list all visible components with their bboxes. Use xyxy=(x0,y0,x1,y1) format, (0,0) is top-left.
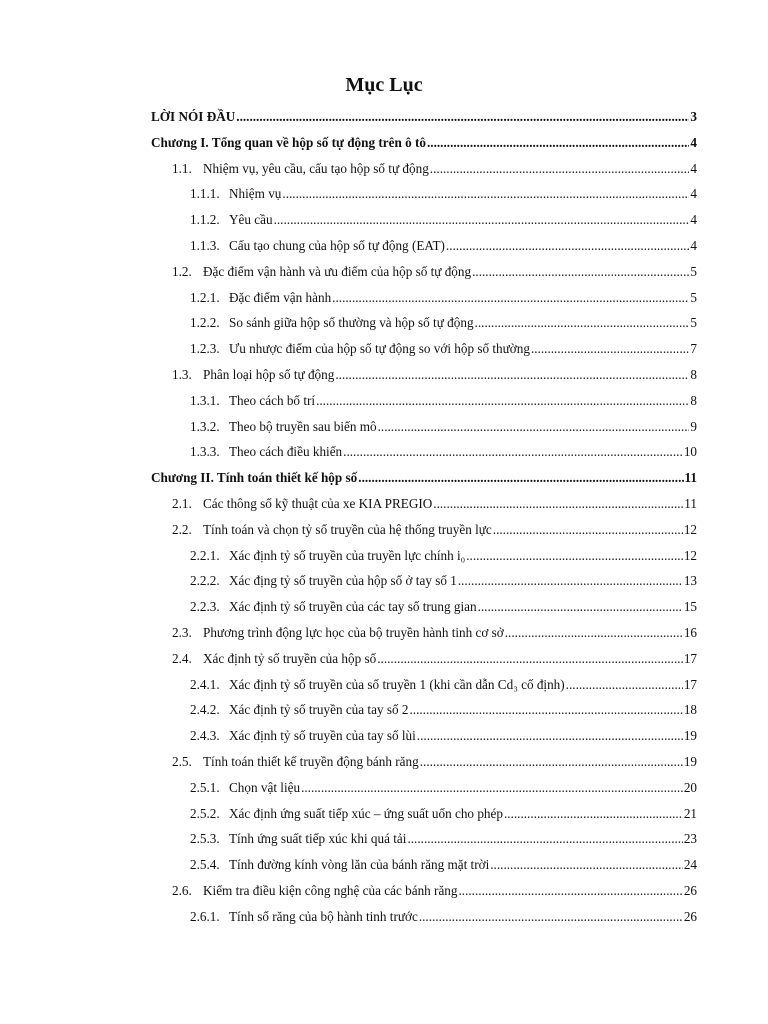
toc-dot-leader xyxy=(419,908,683,926)
toc-dot-leader xyxy=(446,237,690,255)
toc-entry-number: 2.4.1. xyxy=(190,676,220,692)
toc-entry-number: 1.1.2. xyxy=(190,212,220,228)
toc-entry-page: 20 xyxy=(683,779,697,795)
toc-entry-number: 2.2.1. xyxy=(190,547,220,563)
toc-dot-leader xyxy=(475,314,690,332)
toc-entry[interactable] xyxy=(190,701,697,719)
toc-dot-leader xyxy=(472,263,689,281)
toc-entry-number: 2.5.3. xyxy=(190,831,220,847)
toc-entry-page: 9 xyxy=(690,418,697,434)
toc-entry-page: 4 xyxy=(690,212,697,228)
toc-entry-text: Chương II. Tính toán thiết kế hộp số xyxy=(151,470,358,486)
toc-entry-text: Theo bộ truyền sau biến mô xyxy=(229,418,377,434)
toc-entry-page: 11 xyxy=(684,496,697,511)
toc-entry[interactable] xyxy=(151,108,697,126)
toc-entry-text: Tính ứng suất tiếp xúc khi quá tải xyxy=(229,831,407,847)
toc-entry-number: 1.2.3. xyxy=(190,341,220,357)
toc-entry-text: Xác định ứng suất tiếp xúc – ứng suất uốn cho phép xyxy=(229,805,503,821)
toc-entry-number: 1.3. xyxy=(172,367,192,382)
toc-dot-leader xyxy=(420,753,683,771)
toc-entry-page: 4 xyxy=(690,186,697,202)
toc-entry-page: 12 xyxy=(683,547,697,563)
toc-dot-leader xyxy=(466,547,683,565)
toc-dot-leader xyxy=(377,650,683,668)
toc-entry-text: Cấu tạo chung của hộp số tự động (EAT) xyxy=(229,238,445,253)
toc-dot-leader xyxy=(358,469,683,487)
toc-entry-text: Nhiệm vụ xyxy=(229,186,282,202)
toc-entry[interactable] xyxy=(190,676,697,694)
toc-entry-page: 5 xyxy=(690,289,697,305)
toc-entry-page: 8 xyxy=(690,367,697,382)
toc-entry-text: Tính đường kính vòng lăn của bánh răng mặt trời xyxy=(229,857,490,873)
toc-entry-number: 1.1. xyxy=(172,160,192,176)
toc-entry-page: 15 xyxy=(683,599,697,615)
toc-entry[interactable] xyxy=(190,237,697,255)
toc-entry-text: Nhiệm vụ, yêu cầu, cấu tạo hộp số tự động xyxy=(203,160,429,176)
toc-entry-text: So sánh giữa hộp số thường và hộp số tự động xyxy=(229,315,474,331)
toc-entry-number: 2.4. xyxy=(172,650,192,666)
toc-entry[interactable] xyxy=(190,340,697,358)
toc-dot-leader xyxy=(407,830,682,848)
toc-entry-page: 23 xyxy=(683,831,697,847)
toc-entry-page: 5 xyxy=(690,263,697,279)
toc-entry[interactable] xyxy=(190,572,697,590)
toc-dot-leader xyxy=(274,211,690,229)
toc-entry[interactable] xyxy=(172,263,697,281)
toc-entry-page: 4 xyxy=(690,160,697,176)
toc-dot-leader xyxy=(282,185,689,203)
toc-entry[interactable] xyxy=(190,598,697,616)
toc-entry-page: 17 xyxy=(683,676,697,692)
toc-entry-text: Theo cách bố trí xyxy=(229,392,316,408)
toc-entry-page: 10 xyxy=(683,444,697,460)
toc-entry-page: 7 xyxy=(690,341,697,357)
toc-entry-number: 2.3. xyxy=(172,625,192,640)
toc-entry-text: Xác định tỷ số truyền của hộp số xyxy=(203,650,377,666)
toc-entry-number: 2.6.1. xyxy=(190,908,220,924)
toc-entry[interactable] xyxy=(190,805,697,823)
toc-entry[interactable] xyxy=(190,779,697,797)
toc-entry[interactable] xyxy=(190,185,697,203)
toc-entry-text: LỜI NÓI ĐẦU xyxy=(151,109,236,124)
toc-entry-number: 1.3.2. xyxy=(190,418,220,434)
toc-entry-page: 21 xyxy=(683,805,697,821)
toc-entry-number: 2.5.1. xyxy=(190,779,220,795)
toc-entry[interactable] xyxy=(190,314,697,332)
toc-entry-number: 1.1.1. xyxy=(190,186,220,202)
toc-entry[interactable] xyxy=(172,650,697,668)
page-title: Mục Lục xyxy=(345,74,423,96)
toc-entry-text: Phương trình động lực học của bộ truyền hành tinh cơ sở xyxy=(203,625,504,640)
toc-entry-text: Xác địng tỷ số truyền của hộp số ở tay số 1 xyxy=(229,573,457,589)
toc-entry-number: 1.3.1. xyxy=(190,392,220,408)
toc-entry[interactable] xyxy=(190,392,697,410)
toc-entry-number: 2.6. xyxy=(172,883,192,898)
toc-dot-leader xyxy=(531,340,689,358)
toc-entry[interactable] xyxy=(172,366,697,384)
toc-entry-number: 2.5.4. xyxy=(190,857,220,873)
toc-dot-leader xyxy=(409,701,682,719)
toc-entry-text: Ưu nhược điểm của hộp số tự động so với hộp số thường xyxy=(229,341,530,357)
toc-entry-number: 1.3.3. xyxy=(190,444,220,460)
toc-entry-text: Xác định tỷ số truyền của các tay số trung gian xyxy=(229,599,477,615)
toc-entry-text: Xác định tỷ số truyền của tay số 2 xyxy=(229,702,409,718)
toc-entry-text: Chương I. Tổng quan về hộp số tự động trên ô tô xyxy=(151,134,426,150)
toc-entry-number: 2.2.3. xyxy=(190,599,220,615)
toc-entry[interactable] xyxy=(172,495,697,513)
toc-entry-text: Chọn vật liệu xyxy=(229,779,301,795)
toc-entry[interactable] xyxy=(190,289,697,307)
toc-entry-number: 1.2.2. xyxy=(190,315,220,331)
toc-entry-page: 13 xyxy=(683,573,697,589)
toc-dot-leader xyxy=(458,882,682,900)
toc-dot-leader xyxy=(504,805,683,823)
toc-dot-leader xyxy=(430,160,690,178)
toc-entry-text: Tính số răng của bộ hành tinh trước xyxy=(229,908,418,924)
toc-entry-text: Đặc điểm vận hành xyxy=(229,289,332,305)
toc-entry-text: Phân loại hộp số tự động xyxy=(203,367,335,382)
toc-dot-leader xyxy=(378,418,690,436)
toc-entry-page: 26 xyxy=(683,908,697,924)
toc-entry-text: Kiểm tra điều kiện công nghệ của các bánh răng xyxy=(203,883,458,898)
toc-entry[interactable] xyxy=(190,211,697,229)
toc-entry[interactable] xyxy=(172,160,697,178)
toc-entry[interactable] xyxy=(151,134,697,152)
toc-entry[interactable] xyxy=(190,418,697,436)
toc-entry-page: 16 xyxy=(683,625,697,640)
toc-dot-leader xyxy=(332,289,689,307)
toc-entry[interactable] xyxy=(172,753,697,771)
toc-dot-leader xyxy=(505,624,683,642)
toc-dot-leader xyxy=(458,572,683,590)
toc-entry-number: 2.4.3. xyxy=(190,728,220,744)
toc-entry-text: Yêu cầu xyxy=(229,212,273,228)
toc-entry-page: 24 xyxy=(683,857,697,873)
toc-entry[interactable] xyxy=(190,856,697,874)
toc-entry[interactable] xyxy=(172,521,697,539)
toc-entry-number: 2.1. xyxy=(172,496,192,511)
toc-entry-page: 18 xyxy=(683,702,697,718)
toc-entry-page: 19 xyxy=(683,754,697,769)
toc-entry[interactable] xyxy=(190,443,697,461)
toc-entry-page: 5 xyxy=(690,315,697,331)
toc-dot-leader xyxy=(335,366,689,384)
toc-entry-number: 1.1.3. xyxy=(190,238,220,253)
toc-entry-page: 4 xyxy=(690,238,697,253)
toc-entry-page: 8 xyxy=(690,392,697,408)
toc-dot-leader xyxy=(236,108,689,126)
toc-entry[interactable] xyxy=(190,727,697,745)
toc-entry-text: Tính toán thiết kế truyền động bánh răng xyxy=(203,754,419,769)
toc-dot-leader xyxy=(493,521,683,539)
toc-entry[interactable] xyxy=(172,624,697,642)
toc-entry-page: 26 xyxy=(683,883,697,898)
toc-entry-number: 2.4.2. xyxy=(190,702,220,718)
toc-entry-number: 2.2.2. xyxy=(190,573,220,589)
toc-dot-leader xyxy=(478,598,683,616)
toc-entry-text: Tính toán và chọn tỷ số truyền của hệ thống truyền lực xyxy=(203,521,492,537)
toc-entry[interactable] xyxy=(190,830,697,848)
toc-entry-number: 2.2. xyxy=(172,521,192,537)
toc-entry-text: Xác định tỷ số truyền của số truyền 1 (khi cần dẫn Cd₃ cố định) xyxy=(229,676,565,692)
toc-dot-leader xyxy=(433,495,683,513)
toc-entry-number: 2.5.2. xyxy=(190,805,220,821)
toc-entry-text: Xác định tỷ số truyền của truyền lực chính i₀ xyxy=(229,547,466,563)
toc-entry-number: 1.2.1. xyxy=(190,289,220,305)
toc-dot-leader xyxy=(301,779,683,797)
toc-entry[interactable] xyxy=(190,908,697,926)
toc-dot-leader xyxy=(316,392,689,410)
toc-entry-page: 17 xyxy=(683,650,697,666)
toc-entry-page: 4 xyxy=(690,134,697,150)
toc-entry-page: 11 xyxy=(684,470,697,486)
toc-entry-text: Đặc điểm vận hành và ưu điểm của hộp số tự động xyxy=(203,263,472,279)
toc-entry[interactable] xyxy=(172,882,697,900)
toc-dot-leader xyxy=(427,134,689,152)
toc-entry-number: 2.5. xyxy=(172,754,192,769)
toc-entry-page: 19 xyxy=(683,728,697,744)
toc-dot-leader xyxy=(566,676,683,694)
toc-entry-text: Các thông số kỹ thuật của xe KIA PREGIO xyxy=(203,496,433,511)
toc-entry-text: Xác định tỷ số truyền của tay số lùi xyxy=(229,728,416,744)
toc-entry-page: 12 xyxy=(683,521,697,537)
toc-entry-page: 3 xyxy=(690,109,697,124)
toc-entry-text: Theo cách điều khiển xyxy=(229,444,343,460)
toc-entry[interactable] xyxy=(190,547,697,565)
toc-entry[interactable] xyxy=(151,469,697,487)
toc-dot-leader xyxy=(343,443,683,461)
toc-dot-leader xyxy=(417,727,683,745)
toc-dot-leader xyxy=(490,856,683,874)
toc-entry-number: 1.2. xyxy=(172,263,192,279)
